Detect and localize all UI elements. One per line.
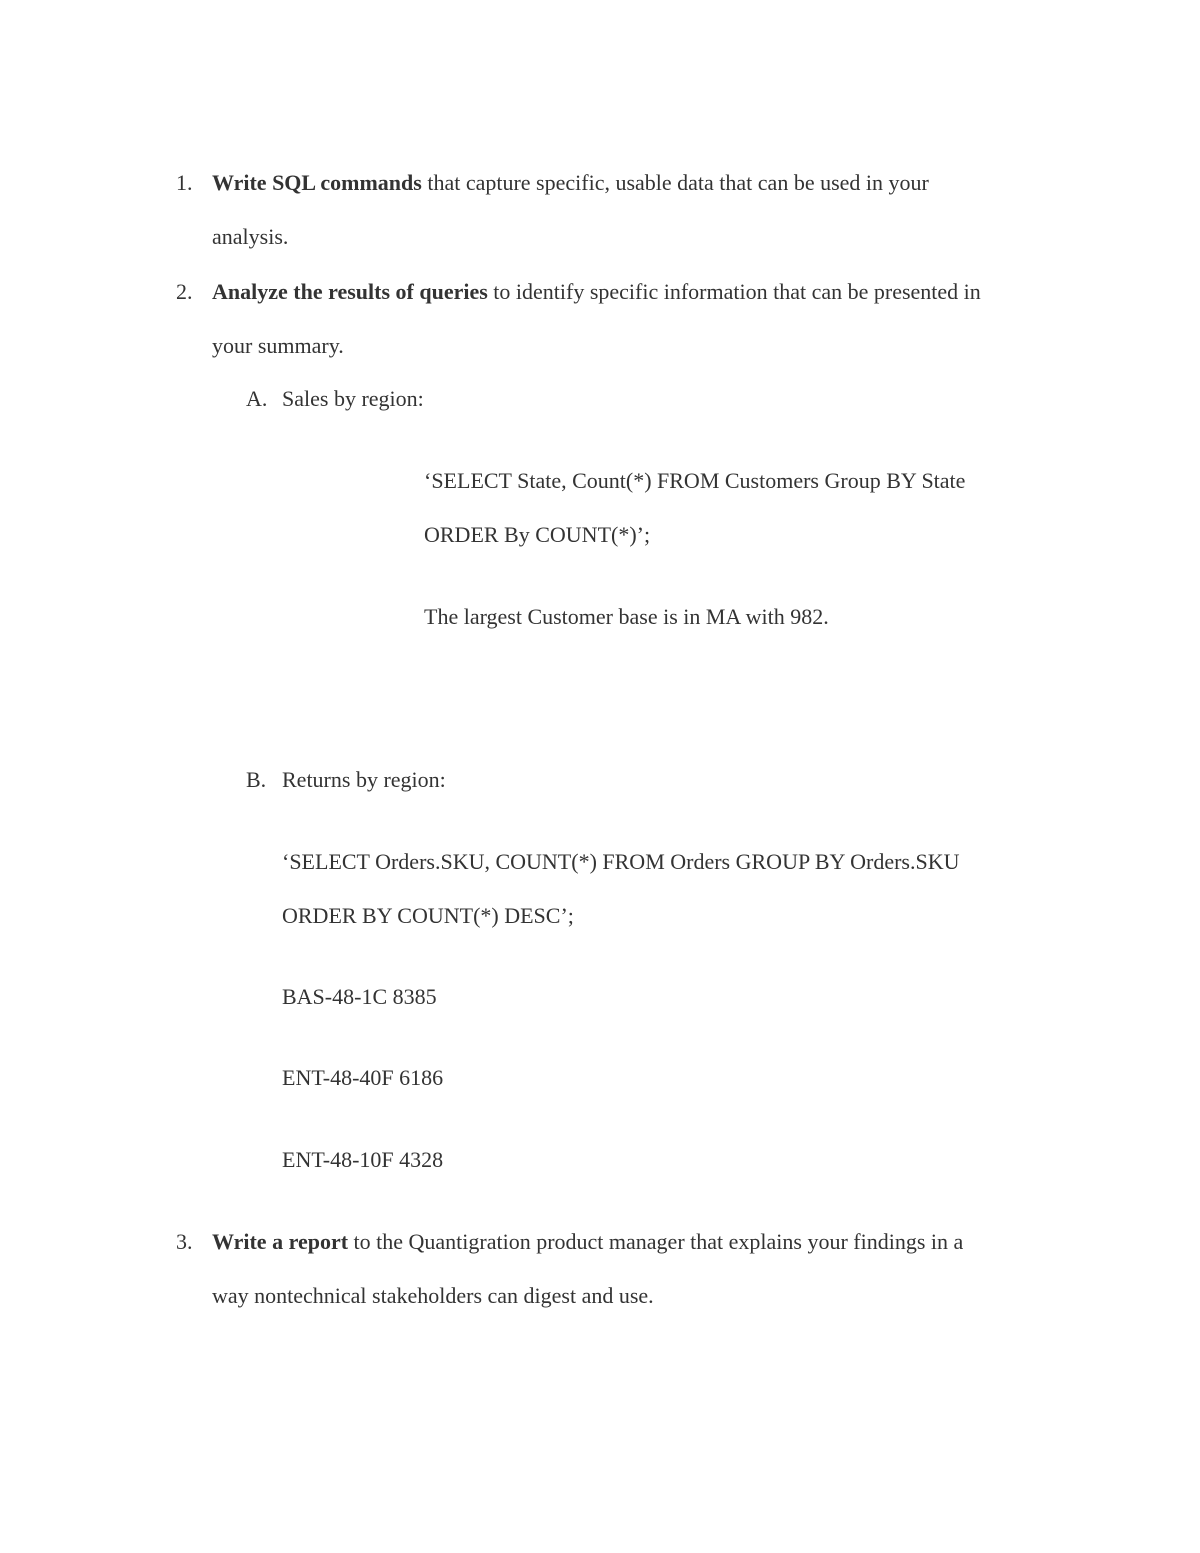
- sub-b-label: Returns by region:: [282, 767, 446, 792]
- item-1-number: 1.: [176, 170, 193, 195]
- sub-a-query-line-2: ORDER By COUNT(*)’;: [424, 522, 651, 547]
- item-2-rest: to identify specific information that can be presented in: [487, 279, 981, 304]
- item-3-line-1: [212, 1227, 963, 1257]
- sub-a-label: Sales by region:: [282, 386, 424, 411]
- item-1-line-1: [212, 168, 929, 198]
- item-2-line-1: [212, 277, 981, 307]
- sub-b-result-1: BAS-48-1C 8385: [282, 984, 437, 1009]
- sub-b-result-2: ENT-48-40F 6186: [282, 1065, 444, 1090]
- item-1-line-2: analysis.: [212, 224, 289, 249]
- sub-b-letter: B.: [246, 767, 267, 792]
- item-2-bold: Analyze the results of queries: [212, 279, 488, 304]
- item-3-line-2: way nontechnical stakeholders can digest and use.: [212, 1283, 654, 1308]
- sub-b-result-3: ENT-48-10F 4328: [282, 1147, 444, 1172]
- item-2-number: 2.: [176, 279, 193, 304]
- item-1-bold: Write SQL commands: [212, 170, 422, 195]
- sub-b-query-line-1: ‘SELECT Orders.SKU, COUNT(*) FROM Orders GROUP BY Orders.SKU: [282, 849, 960, 874]
- sub-a-letter: A.: [246, 386, 268, 411]
- item-3-number: 3.: [176, 1229, 193, 1254]
- sub-a-result: The largest Customer base is in MA with 982.: [424, 604, 829, 629]
- item-1-rest: that capture specific, usable data that can be used in your: [421, 170, 929, 195]
- sub-b-query-line-2: ORDER BY COUNT(*) DESC’;: [282, 903, 574, 928]
- sub-a-query-line-1: ‘SELECT State, Count(*) FROM Customers Group BY State: [424, 468, 966, 493]
- item-3-rest: to the Quantigration product manager that explains your findings in a: [348, 1229, 964, 1254]
- item-2-line-2: your summary.: [212, 333, 344, 358]
- item-3-bold: Write a report: [212, 1229, 349, 1254]
